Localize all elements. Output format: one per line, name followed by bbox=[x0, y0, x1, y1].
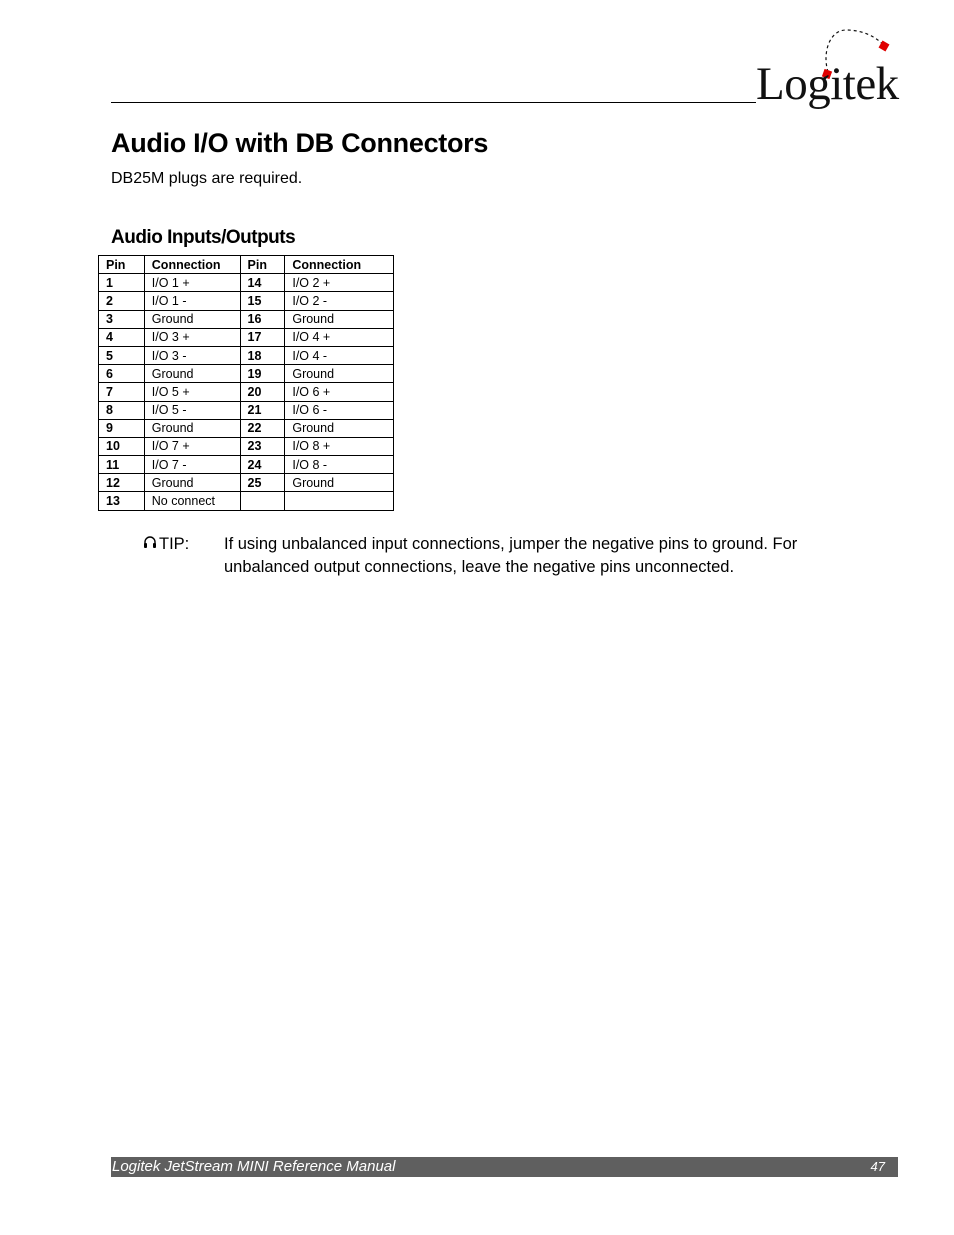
pin-cell: 16 bbox=[240, 310, 285, 328]
table-row bbox=[99, 401, 394, 419]
pin-cell: 12 bbox=[99, 474, 145, 492]
intro-text: DB25M plugs are required. bbox=[111, 170, 303, 187]
connection-cell: Ground bbox=[144, 310, 240, 328]
table-row bbox=[99, 419, 394, 437]
footer-title: Logitek JetStream MINI Reference Manual bbox=[112, 1158, 396, 1175]
connection-cell: Ground bbox=[285, 474, 394, 492]
pin-cell: 20 bbox=[240, 383, 285, 401]
table-row bbox=[99, 274, 394, 292]
connection-cell: Ground bbox=[144, 365, 240, 383]
tip-text: If using unbalanced input connections, jumper the negative pins to ground. For unbalanced output connections, leave the negative pins unconnected. bbox=[224, 535, 798, 576]
pin-cell: 22 bbox=[240, 419, 285, 437]
tip-label-group bbox=[143, 533, 189, 556]
connection-cell: I/O 1 + bbox=[144, 274, 240, 292]
table-row bbox=[99, 310, 394, 328]
pin-cell: 2 bbox=[99, 292, 145, 310]
connection-cell: I/O 1 - bbox=[144, 292, 240, 310]
pin-cell: 23 bbox=[240, 437, 285, 455]
table-row bbox=[99, 383, 394, 401]
table-row bbox=[99, 492, 394, 510]
pin-cell: 9 bbox=[99, 419, 145, 437]
connection-cell: I/O 7 + bbox=[144, 437, 240, 455]
table-row bbox=[99, 346, 394, 364]
table-row bbox=[99, 456, 394, 474]
connection-cell: I/O 8 - bbox=[285, 456, 394, 474]
pin-cell: 18 bbox=[240, 346, 285, 364]
header-connection: Connection bbox=[285, 256, 394, 274]
pin-cell: 5 bbox=[99, 346, 145, 364]
pin-cell: 14 bbox=[240, 274, 285, 292]
connection-cell: I/O 2 + bbox=[285, 274, 394, 292]
connection-cell: I/O 3 + bbox=[144, 328, 240, 346]
connection-cell: Ground bbox=[144, 419, 240, 437]
pin-cell: 15 bbox=[240, 292, 285, 310]
connection-cell: Ground bbox=[285, 419, 394, 437]
connection-cell: Ground bbox=[285, 365, 394, 383]
table-row bbox=[99, 365, 394, 383]
pin-cell: 21 bbox=[240, 401, 285, 419]
logitek-logo bbox=[752, 22, 902, 114]
section-title: Audio Inputs/Outputs bbox=[111, 227, 296, 248]
pin-cell: 13 bbox=[99, 492, 145, 510]
logo-wordmark: Logitek bbox=[756, 58, 899, 110]
table-row bbox=[99, 328, 394, 346]
pin-cell bbox=[240, 492, 285, 510]
pin-cell: 1 bbox=[99, 274, 145, 292]
connection-cell: I/O 3 - bbox=[144, 346, 240, 364]
page-title: Audio I/O with DB Connectors bbox=[111, 128, 489, 158]
connection-cell: No connect bbox=[144, 492, 240, 510]
table-header-row bbox=[99, 256, 394, 274]
headphones-icon bbox=[143, 533, 157, 556]
pin-cell: 7 bbox=[99, 383, 145, 401]
connection-cell: I/O 5 - bbox=[144, 401, 240, 419]
connection-cell: I/O 6 - bbox=[285, 401, 394, 419]
connection-cell: I/O 2 - bbox=[285, 292, 394, 310]
connection-cell: I/O 8 + bbox=[285, 437, 394, 455]
header-rule bbox=[111, 102, 756, 103]
connection-cell: I/O 5 + bbox=[144, 383, 240, 401]
pinout-table bbox=[98, 255, 394, 511]
pin-cell: 6 bbox=[99, 365, 145, 383]
header-pin: Pin bbox=[240, 256, 285, 274]
footer-bar bbox=[111, 1157, 898, 1177]
table-row bbox=[99, 474, 394, 492]
pin-cell: 3 bbox=[99, 310, 145, 328]
tip-label: TIP: bbox=[159, 535, 190, 553]
table-row bbox=[99, 437, 394, 455]
header-connection: Connection bbox=[144, 256, 240, 274]
connection-cell: Ground bbox=[285, 310, 394, 328]
connection-cell: I/O 7 - bbox=[144, 456, 240, 474]
page-number: 47 bbox=[870, 1159, 885, 1174]
connection-cell: I/O 4 - bbox=[285, 346, 394, 364]
pin-cell: 8 bbox=[99, 401, 145, 419]
pin-cell: 10 bbox=[99, 437, 145, 455]
pin-cell: 19 bbox=[240, 365, 285, 383]
connection-cell bbox=[285, 492, 394, 510]
connection-cell: Ground bbox=[144, 474, 240, 492]
pin-cell: 24 bbox=[240, 456, 285, 474]
pin-cell: 11 bbox=[99, 456, 145, 474]
connection-cell: I/O 4 + bbox=[285, 328, 394, 346]
pin-cell: 25 bbox=[240, 474, 285, 492]
pin-cell: 17 bbox=[240, 328, 285, 346]
connection-cell: I/O 6 + bbox=[285, 383, 394, 401]
header-pin: Pin bbox=[99, 256, 145, 274]
pin-cell: 4 bbox=[99, 328, 145, 346]
table-row bbox=[99, 292, 394, 310]
